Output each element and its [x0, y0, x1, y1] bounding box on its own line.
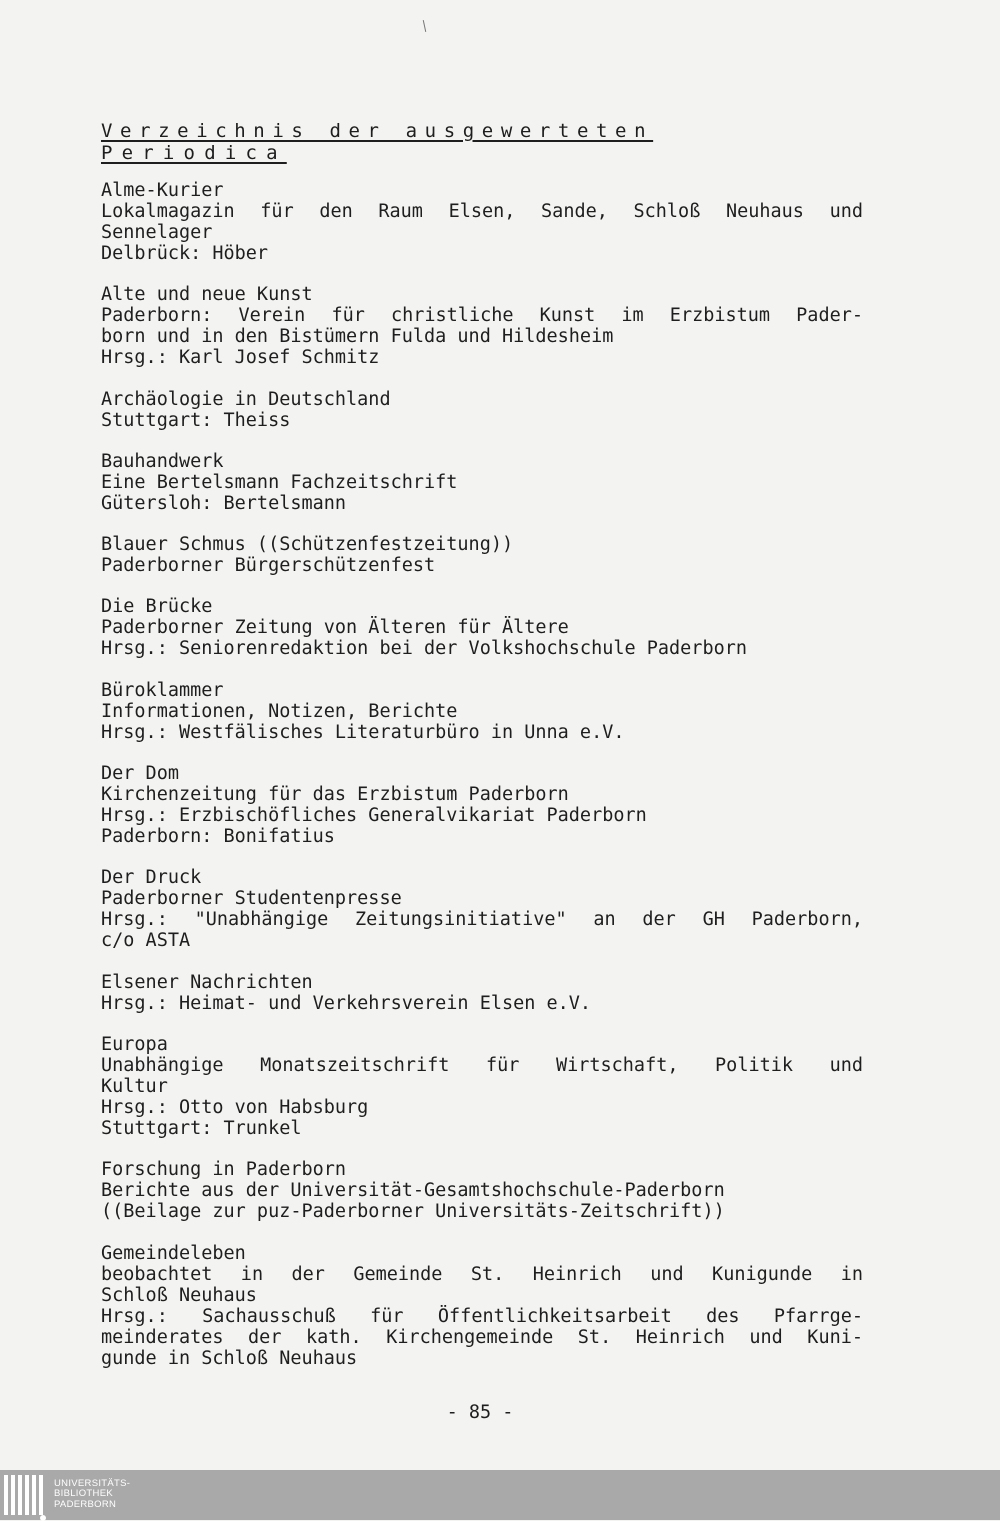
periodical-detail-line: Hrsg.: Seniorenredaktion bei der Volkshochschule Paderborn	[101, 638, 748, 660]
periodical-detail-line: Paderborn: Verein für christliche Kunst im Erzbistum Pader-	[101, 305, 863, 327]
periodical-detail-line: Paderborner Zeitung von Älteren für Ältere	[101, 617, 569, 639]
heading-line-1: Verzeichnis der ausgewerteten	[101, 120, 654, 142]
periodical-detail-line: born und in den Bistümern Fulda und Hildesheim	[101, 326, 614, 348]
heading-line-2: Periodica	[101, 142, 287, 164]
periodical-title: Forschung in Paderborn	[101, 1159, 347, 1181]
periodical-detail-line: Eine Bertelsmann Fachzeitschrift	[101, 471, 458, 493]
periodical-entry	[101, 284, 871, 368]
periodical-title: Blauer Schmus ((Schützenfestzeitung))	[101, 534, 514, 556]
periodical-title: Der Druck	[101, 867, 202, 889]
periodical-detail-line: gunde in Schloß Neuhaus	[101, 1347, 358, 1369]
periodical-entry	[101, 680, 871, 743]
periodical-title: Bauhandwerk	[101, 450, 224, 472]
periodical-detail-line: Hrsg.: "Unabhängige Zeitungsinitiative" an der GH Paderborn,	[101, 909, 863, 931]
periodical-detail-line: Unabhängige Monatszeitschrift für Wirtschaft, Politik und	[101, 1054, 863, 1076]
periodical-entry	[101, 596, 871, 659]
periodical-entry	[101, 763, 871, 847]
periodical-detail-line: meinderates der kath. Kirchengemeinde St. Heinrich und Kuni-	[101, 1326, 863, 1348]
periodical-detail-line: Hrsg.: Westfälisches Literaturbüro in Unna e.V.	[101, 721, 625, 743]
periodical-entry	[101, 180, 871, 264]
periodical-title: Elsener Nachrichten	[101, 971, 313, 993]
logo-line-1: UNIVERSITÄTS-	[54, 1477, 131, 1489]
periodical-entry	[101, 972, 871, 1014]
periodicals-list	[101, 180, 871, 1389]
logo-line-3: PADERBORN	[54, 1498, 117, 1510]
periodical-detail-line: Stuttgart: Theiss	[101, 409, 291, 431]
periodical-detail-line: Paderborner Bürgerschützenfest	[101, 555, 436, 577]
periodical-detail-line: Gütersloh: Bertelsmann	[101, 492, 347, 514]
logo-line-2: BIBLIOTHEK	[54, 1488, 113, 1500]
periodical-entry	[101, 534, 871, 576]
library-footer-bar	[0, 1470, 1000, 1520]
periodical-detail-line: Kultur	[101, 1075, 168, 1097]
periodical-detail-line: Delbrück: Höber	[101, 243, 269, 264]
periodical-detail-line: Kirchenzeitung für das Erzbistum Paderborn	[101, 784, 569, 806]
page-heading	[101, 120, 831, 164]
library-logo-text	[54, 1479, 130, 1511]
periodical-detail-line: Informationen, Notizen, Berichte	[101, 700, 458, 722]
periodical-title: Büroklammer	[101, 679, 224, 701]
periodical-detail-line: Hrsg.: Otto von Habsburg	[101, 1096, 369, 1118]
periodical-detail-line: Hrsg.: Karl Josef Schmitz	[101, 347, 380, 369]
library-barcode-icon	[2, 1473, 50, 1517]
periodical-entry	[101, 1159, 871, 1222]
periodical-detail-line: ((Beilage zur puz-Paderborner Universitäts-Zeitschrift))	[101, 1201, 725, 1223]
periodical-entry	[101, 1034, 871, 1139]
periodical-title: Gemeindeleben	[101, 1242, 246, 1264]
periodical-title: Alte und neue Kunst	[101, 284, 313, 306]
periodical-entry	[101, 451, 871, 514]
periodical-detail-line: Paderborner Studentenpresse	[101, 888, 402, 910]
page-number: - 85 -	[446, 1402, 514, 1423]
periodical-entry	[101, 389, 871, 431]
periodical-detail-line: Hrsg.: Sachausschuß für Öffentlichkeitsarbeit des Pfarrge-	[101, 1305, 863, 1327]
periodical-detail-line: beobachtet in der Gemeinde St. Heinrich und Kunigunde in	[101, 1263, 863, 1285]
periodical-detail-line: Hrsg.: Heimat- und Verkehrsverein Elsen e.V.	[101, 992, 592, 1014]
periodical-detail-line: c/o ASTA	[101, 930, 191, 952]
periodical-detail-line: Schloß Neuhaus	[101, 1284, 257, 1306]
scan-mark	[423, 20, 426, 32]
periodical-title: Europa	[101, 1033, 168, 1055]
periodical-detail-line: Hrsg.: Erzbischöfliches Generalvikariat Paderborn	[101, 805, 647, 827]
periodical-detail-line: Stuttgart: Trunkel	[101, 1117, 302, 1139]
periodical-title: Die Brücke	[101, 596, 213, 618]
periodical-entry	[101, 867, 871, 951]
periodical-title: Alme-Kurier	[101, 180, 224, 201]
periodical-detail-line: Paderborn: Bonifatius	[101, 826, 335, 848]
periodical-detail-line: Sennelager	[101, 222, 213, 243]
periodical-title: Der Dom	[101, 763, 179, 785]
periodical-detail-line: Lokalmagazin für den Raum Elsen, Sande, Schloß Neuhaus und	[101, 201, 863, 222]
periodical-title: Archäologie in Deutschland	[101, 388, 391, 410]
periodical-detail-line: Berichte aus der Universität-Gesamtshochschule-Paderborn	[101, 1180, 725, 1202]
periodical-entry	[101, 1243, 871, 1369]
